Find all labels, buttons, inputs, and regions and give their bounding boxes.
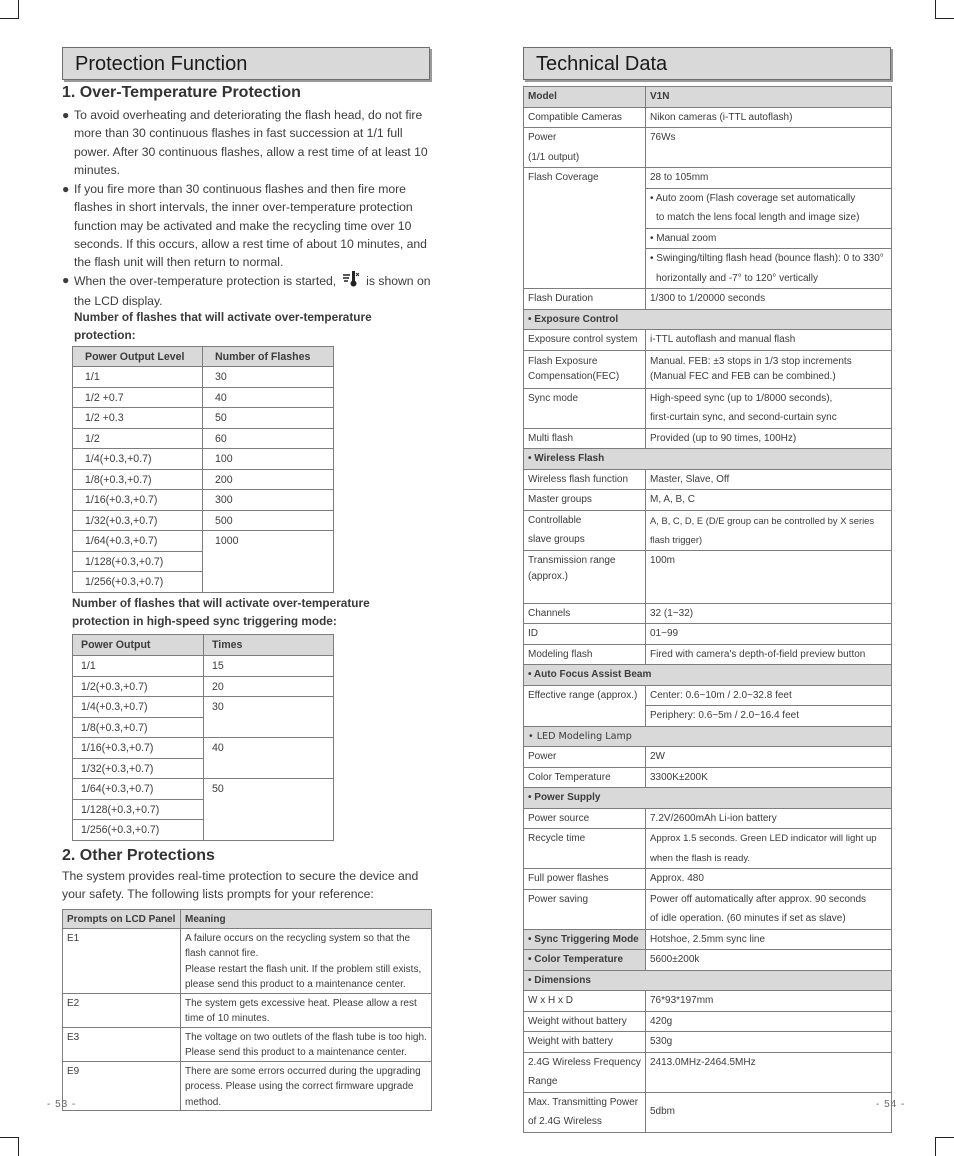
- spec-label: Weight without battery: [524, 1011, 646, 1032]
- table-cell: E3: [63, 1027, 181, 1061]
- spec-value: [646, 388, 892, 428]
- spec-value: [646, 510, 892, 550]
- page-title-technical: [523, 47, 891, 80]
- page-title-text: Technical Data: [536, 53, 668, 75]
- hss-table: [72, 634, 334, 841]
- table-cell: 30: [203, 367, 334, 388]
- table-cell: 1/8(+0.3,+0.7): [73, 469, 203, 490]
- value-line: • Swinging/tilting flash head (bounce flash): 0 to 330°: [650, 253, 884, 264]
- value-line: flash trigger): [650, 534, 703, 545]
- spec-value: 5600±200k: [646, 950, 892, 971]
- spec-value: [646, 889, 892, 929]
- section-row-dimensions: • Dimensions: [524, 970, 892, 991]
- note-over-temp: Number of flashes that will activate over-temperature protection:: [74, 310, 372, 342]
- spec-label: Wireless flash function: [524, 469, 646, 490]
- table-header: Prompts on LCD Panel: [63, 910, 181, 929]
- table-cell: 1/32(+0.3,+0.7): [73, 758, 204, 779]
- section-row-exposure: • Exposure Control: [524, 309, 892, 330]
- spec-value: [646, 350, 892, 388]
- spec-label: [524, 550, 646, 603]
- section-row-af: • Auto Focus Assist Beam: [524, 665, 892, 686]
- prompts-table: [62, 909, 432, 1111]
- meaning-line: Please restart the flash unit. If the problem still exists, please send this product to a maintenance center.: [185, 963, 422, 990]
- spec-label: [524, 1052, 646, 1092]
- table-cell: 1/64(+0.3,+0.7): [73, 531, 203, 552]
- spec-value: 420g: [646, 1011, 892, 1032]
- table-cell: 1/1: [73, 656, 204, 677]
- spec-value: Provided (up to 90 times, 100Hz): [646, 428, 892, 449]
- table-cell: 1/8(+0.3,+0.7): [73, 717, 204, 738]
- section-row-wireless: • Wireless Flash: [524, 449, 892, 470]
- value-line: of idle operation. (60 minutes if set as slave): [650, 913, 846, 924]
- value-line: • Auto zoom (Flash coverage set automatically: [650, 192, 856, 204]
- bullet-item: ● When the over-temperature protection is started, is shown on the LCD display.: [62, 273, 431, 309]
- spec-value: 01~99: [646, 624, 892, 645]
- spec-label: [524, 1092, 646, 1132]
- table-cell: 1/2 +0.7: [73, 387, 203, 408]
- crop-mark-top-left: [0, 0, 19, 19]
- spec-label: Full power flashes: [524, 869, 646, 890]
- page-number-left: - 53 -: [47, 1099, 77, 1110]
- other-protections-intro: The system provides real-time protection to secure the device and your safety. The following lists prompts for your reference:: [62, 869, 419, 902]
- bullet-item: ● If you fire more than 30 continuous flashes and then fire more flashes in short intervals, the inner over-temperature protection function may be activated and make the recycling time over 10 seconds. If this occurs, allow a rest time of about 10 minutes, and the flash unit will then return to normal.: [62, 180, 432, 271]
- table-cell: 1/2(+0.3,+0.7): [73, 676, 204, 697]
- spec-label: Recycle time: [524, 829, 646, 869]
- spec-label: • Color Temperature: [524, 950, 646, 971]
- spec-label: [524, 350, 646, 388]
- table-cell: 1/128(+0.3,+0.7): [73, 551, 203, 572]
- table-cell: E2: [63, 993, 181, 1027]
- label-line: Flash Exposure: [528, 355, 598, 367]
- value-line: (Manual FEC and FEB can be combined.): [650, 370, 836, 382]
- value-line: horizontally and -7° to 120° vertically: [656, 272, 818, 284]
- spec-value: 76Ws: [646, 128, 892, 168]
- crop-mark-bottom-right: [935, 1137, 954, 1156]
- table-cell: 50: [204, 779, 334, 841]
- spec-label: Master groups: [524, 490, 646, 511]
- spec-value: M, A, B, C: [646, 490, 892, 511]
- table-cell: 200: [203, 469, 334, 490]
- bullet-text: When the over-temperature protection is started,: [74, 273, 337, 288]
- label-line: Transmission range: [528, 554, 616, 566]
- page-title-protection: [62, 47, 430, 80]
- spec-label: Power saving: [524, 889, 646, 929]
- spec-value: 100m: [646, 550, 892, 603]
- technical-data-table: [523, 86, 892, 1133]
- section-heading-over-temp: 1. Over-Temperature Protection: [62, 84, 301, 101]
- spec-label: Effective range (approx.): [524, 685, 646, 726]
- table-cell: 50: [203, 408, 334, 429]
- table-header: Power Output Level: [73, 347, 203, 367]
- value-line: High-speed sync (up to 1/8000 seconds),: [650, 392, 833, 404]
- meaning-line: A failure occurs on the recycling system so that the flash cannot fire.: [185, 932, 411, 959]
- spec-label: Modeling flash: [524, 644, 646, 665]
- spec-value: 28 to 105mm: [646, 168, 892, 189]
- label-line: Controllable: [528, 514, 582, 526]
- spec-label: • Sync Triggering Mode: [524, 929, 646, 950]
- table-cell: The voltage on two outlets of the flash tube is too high. Please send this product to a maintenance center.: [181, 1027, 432, 1061]
- value-line: A, B, C, D, E (D/E group can be controlled by X series: [650, 514, 875, 526]
- spec-value: [646, 829, 892, 869]
- flash-count-table: [72, 346, 334, 593]
- spec-value: 7.2V/2600mAh Li-ion battery: [646, 808, 892, 829]
- label-line: Compensation(FEC): [528, 370, 620, 382]
- spec-label: Exposure control system: [524, 330, 646, 351]
- spec-value: 5dbm: [646, 1092, 892, 1132]
- spec-label: Compatible Cameras: [524, 107, 646, 128]
- page-title-text: Protection Function: [75, 53, 248, 75]
- spec-value: 3300K±200K: [646, 767, 892, 788]
- table-header: Number of Flashes: [203, 347, 334, 367]
- spec-value: 530g: [646, 1032, 892, 1053]
- spec-label: Channels: [524, 603, 646, 624]
- value-line: to match the lens focal length and image size): [656, 212, 860, 223]
- spec-label: [524, 510, 646, 550]
- label-line: 2.4G Wireless Frequency: [528, 1056, 641, 1068]
- spec-value: Fired with camera's depth-of-field preview button: [646, 644, 892, 665]
- spec-label: W x H x D: [524, 991, 646, 1012]
- spec-value: Center: 0.6~10m / 2.0~32.8 feet: [646, 685, 892, 706]
- spec-value: [646, 249, 892, 289]
- table-header: V1N: [646, 87, 892, 108]
- table-cell: 1/16(+0.3,+0.7): [73, 738, 204, 759]
- table-header: Times: [204, 635, 334, 656]
- table-cell: 100: [203, 449, 334, 470]
- label-line: (approx.): [528, 570, 569, 582]
- spec-value: Approx. 480: [646, 869, 892, 890]
- table-cell: The system gets excessive heat. Please allow a rest time of 10 minutes.: [181, 993, 432, 1027]
- spec-value: Master, Slave, Off: [646, 469, 892, 490]
- table-cell: 60: [203, 428, 334, 449]
- table-cell: 1/64(+0.3,+0.7): [73, 779, 204, 800]
- table-cell: 40: [204, 738, 334, 779]
- table-cell: 1000: [203, 531, 334, 593]
- table-cell: 1/256(+0.3,+0.7): [73, 820, 204, 841]
- label-line: Power: [528, 132, 557, 143]
- spec-value: 32 (1~32): [646, 603, 892, 624]
- spec-value: 2413.0MHz-2464.5MHz: [646, 1052, 892, 1092]
- bullet-text: If you fire more than 30 continuous flashes and then fire more flashes in short intervals, the inner over-temperature protection function may be activated and make the recycling time over 10 seconds. If this occurs, allow a rest time of about 10 minutes, and the flash unit will then return to normal.: [74, 182, 427, 270]
- table-cell: E1: [63, 928, 181, 993]
- spec-value: Periphery: 0.6~5m / 2.0~16.4 feet: [646, 706, 892, 727]
- table-cell: 1/16(+0.3,+0.7): [73, 490, 203, 511]
- page-number-right: - 54 -: [876, 1099, 906, 1110]
- table-cell: [181, 928, 432, 993]
- section-row-led: • LED Modeling Lamp: [524, 726, 892, 747]
- bullet-text: To avoid overheating and deteriorating the flash head, do not fire more than 30 continuous flashes in fast succession at 1/1 full power. After 30 continuous flashes, allow a rest time of at least 10 minutes.: [74, 108, 428, 177]
- table-header: Meaning: [181, 910, 432, 929]
- crop-mark-bottom-left: [0, 1137, 19, 1156]
- value-line: when the flash is ready.: [650, 852, 751, 864]
- spec-value: 1/300 to 1/20000 seconds: [646, 289, 892, 310]
- table-cell: 500: [203, 510, 334, 531]
- value-line: Power off automatically after approx. 90 seconds: [650, 893, 867, 905]
- spec-label: Multi flash: [524, 428, 646, 449]
- spec-label: Weight with battery: [524, 1032, 646, 1053]
- spec-value: Nikon cameras (i-TTL autoflash): [646, 107, 892, 128]
- label-line: of 2.4G Wireless: [528, 1116, 602, 1127]
- spec-label: ID: [524, 624, 646, 645]
- crop-mark-top-right: [935, 0, 954, 19]
- value-line: Manual. FEB: ±3 stops in 1/3 stop increments: [650, 355, 852, 367]
- label-line: Range: [528, 1076, 558, 1087]
- section-heading-other: 2. Other Protections: [62, 847, 215, 864]
- spec-value: [646, 188, 892, 228]
- table-cell: 1/2: [73, 428, 203, 449]
- bullet-item: ● To avoid overheating and deteriorating the flash head, do not fire more than 30 continuous flashes in fast succession at 1/1 full power. After 30 continuous flashes, allow a rest time of at least 10 minutes.: [62, 106, 432, 179]
- table-cell: 20: [204, 676, 334, 697]
- bullet-text: the LCD display.: [74, 294, 163, 309]
- table-cell: 1/32(+0.3,+0.7): [73, 510, 203, 531]
- spec-label: Flash Duration: [524, 289, 646, 310]
- spec-value: • Manual zoom: [646, 228, 892, 249]
- spec-label: Power source: [524, 808, 646, 829]
- spec-label: [524, 128, 646, 168]
- table-cell: 1/256(+0.3,+0.7): [73, 572, 203, 593]
- table-cell: 1/1: [73, 367, 203, 388]
- table-cell: E9: [63, 1061, 181, 1111]
- spec-value: 76*93*197mm: [646, 991, 892, 1012]
- table-cell: 300: [203, 490, 334, 511]
- label-line: (1/1 output): [528, 151, 580, 163]
- table-cell: 1/128(+0.3,+0.7): [73, 799, 204, 820]
- thermometer-flash-icon: [342, 271, 360, 292]
- spec-value: 2W: [646, 747, 892, 768]
- spec-label: Power: [524, 747, 646, 768]
- table-cell: 1/4(+0.3,+0.7): [73, 449, 203, 470]
- table-header: Model: [524, 87, 646, 108]
- spec-label: Flash Coverage: [524, 168, 646, 289]
- spec-value: i-TTL autoflash and manual flash: [646, 330, 892, 351]
- value-line: Approx 1.5 seconds. Green LED indicator will light up: [650, 833, 877, 844]
- spec-label: Sync mode: [524, 388, 646, 428]
- table-cell: 1/4(+0.3,+0.7): [73, 697, 204, 718]
- value-line: first-curtain sync, and second-curtain sync: [650, 412, 837, 423]
- label-line: slave groups: [528, 534, 585, 545]
- bullet-text: is shown on: [366, 273, 431, 288]
- table-header: Power Output: [73, 635, 204, 656]
- table-cell: There are some errors occurred during the upgrading process. Please using the correct firmware upgrade method.: [181, 1061, 432, 1111]
- section-row-power: • Power Supply: [524, 788, 892, 809]
- table-cell: 15: [204, 656, 334, 677]
- table-cell: 40: [203, 387, 334, 408]
- table-cell: 30: [204, 697, 334, 738]
- table-cell: 1/2 +0.3: [73, 408, 203, 429]
- label-line: Max. Transmitting Power: [528, 1096, 639, 1108]
- note-hss: Number of flashes that will activate over-temperature protection in high-speed sync triggering mode:: [72, 596, 370, 628]
- spec-label: Color Temperature: [524, 767, 646, 788]
- spec-value: Hotshoe, 2.5mm sync line: [646, 929, 892, 950]
